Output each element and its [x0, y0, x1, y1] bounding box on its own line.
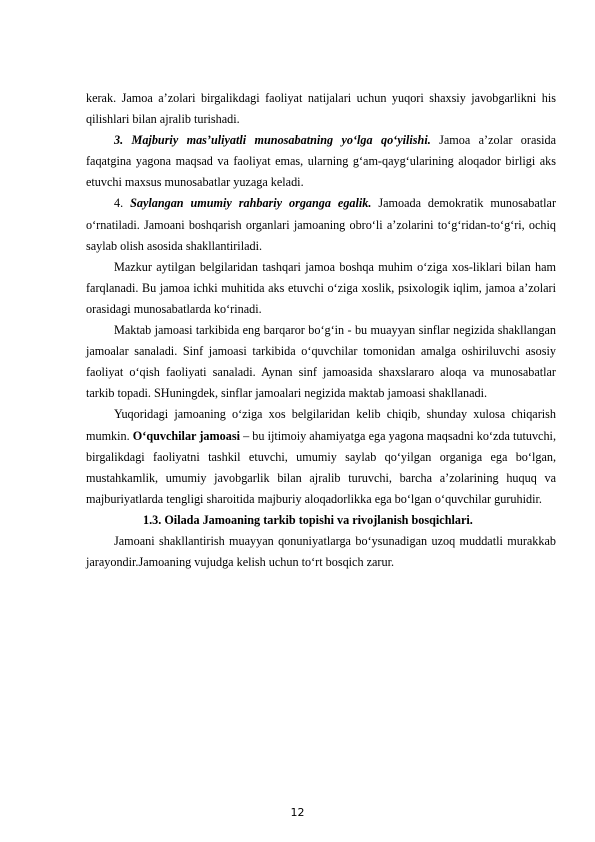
item-3-text: Jamoa a’zolar orasida faqatgina yagona maqsad va faoliyat emas, ularning g‘am-qayg‘ularining aloqador birligi aks etuvchi maxsus munosabatlar yuzaga keladi. — [86, 133, 556, 190]
definition-text: – bu ijtimoiy ahamiyatga ega yagona maqsadni ko‘zda tutuvchi, birgalikdagi faoliyatni tashkil etuvchi, umumiy saylab qo‘yilgan organiga ega bo‘lgan, mustahkamlik, umumiy javobgarlik bilan ajralib turuvchi, barcha a’zolarining huquq va majburiyatlarda tengligi sharoitida majburiy aloqadorlikka ega bo‘lgan o‘quvchilar guruhidir. — [86, 428, 556, 506]
section-heading: 1.3. Oilada Jamoaning tarkib topishi va rivojlanish bosqichlari. — [143, 512, 473, 527]
paragraph-formation: Jamoani shakllantirish muayyan qonuniyatlarga bo‘ysunadigan uzoq muddatli murakkab jarayondir.Jamoaning vujudga kelish uchun to‘rt bosqich zarur. — [86, 533, 556, 570]
item-3-lead: 3. Majburiy mas’uliyatli munosabatning yo‘lga qo‘yilishi. — [114, 133, 431, 148]
item-4-number: 4. — [114, 196, 131, 211]
page-number: 12 — [290, 806, 305, 819]
definition-intro: Yuqoridagi jamoaning o‘ziga xos belgilaridan kelib chiqib, shunday xulosa chiqarish mumkin. — [86, 407, 556, 443]
paragraph-continuation: kerak. Jamoa a’zolari birgalikdagi faoliyat natijalari uchun yuqori shaxsiy javobgarlikni his qilishlari bilan ajralib turishadi. — [86, 91, 556, 127]
item-4-text: Jamoada demokratik munosabatlar o‘rnatiladi. Jamoani boshqarish organlari jamoaning obro‘li a’zolarini to‘g‘ridan-to‘g‘ri, ochiq saylab olish asosida shakllantiriladi. — [86, 196, 557, 253]
document-body — [86, 88, 556, 573]
paragraph-features: Mazkur aytilgan belgilaridan tashqari jamoa boshqa muhim o‘ziga xos-liklari bilan ham farqlanadi. Bu jamoa ichki muhitida aks etuvchi o‘ziga xoslik, psixologik iqlim, jamoa a’zolari orasidagi munosabatlarda ko‘rinadi. — [86, 259, 556, 316]
paragraph-item-3 — [86, 130, 556, 193]
paragraph-item-4 — [86, 193, 556, 256]
paragraph-school-collective: Maktab jamoasi tarkibida eng barqaror bo‘g‘in - bu muayyan sinflar negizida shakllangan jamoalar sanaladi. Sinf jamoasi tarkibida o‘quvchilar tomonidan amalga oshiriluvchi asosiy faoliyat o‘qish faoliyati sanaladi. Aynan sinf jamoasida shaxslararo aloqa va munosabatlar tarkib topadi. SHuningdek, sinflar jamoalari negizida maktab jamoasi shakllanadi. — [86, 323, 556, 401]
definition-term: O‘quvchilar jamoasi — [132, 428, 240, 443]
item-4-lead: Saylangan umumiy rahbariy organga egalik. — [130, 196, 372, 211]
paragraph-definition — [86, 404, 556, 509]
